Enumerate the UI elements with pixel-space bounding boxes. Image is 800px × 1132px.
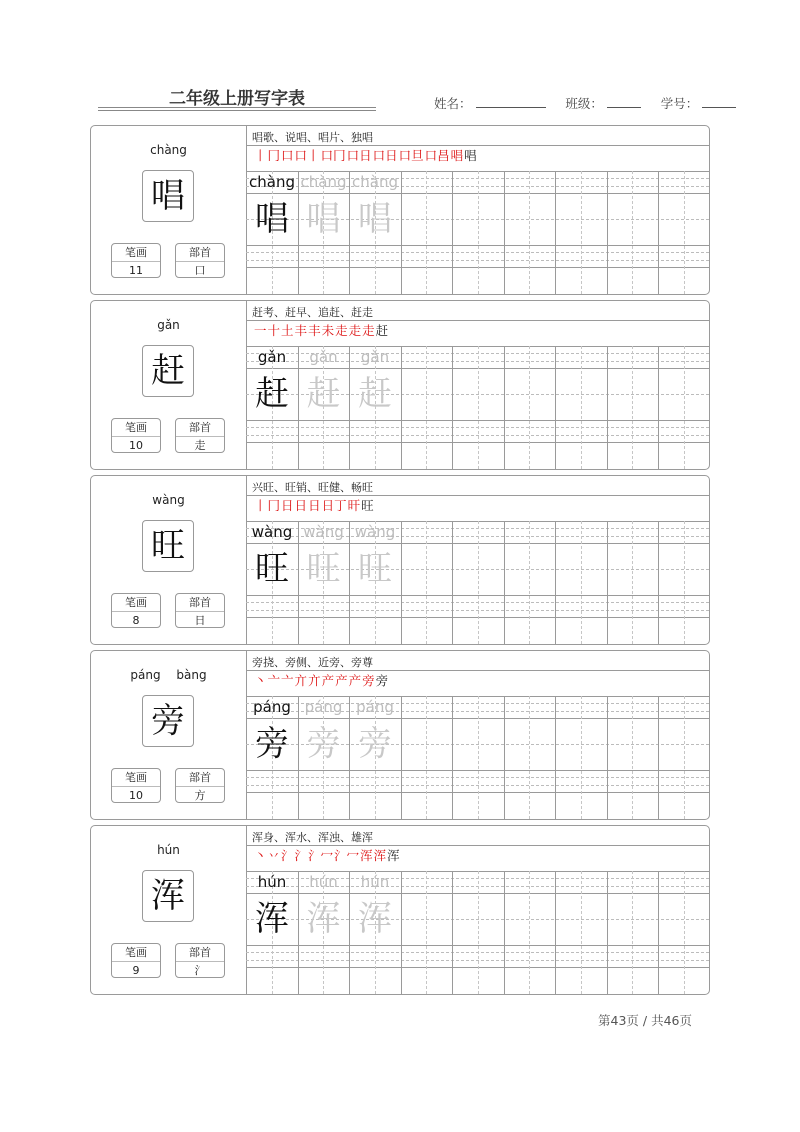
column-midline bbox=[426, 871, 427, 994]
card-hanzi: 唱 bbox=[142, 170, 194, 222]
stroke-step: 旁 bbox=[362, 673, 375, 688]
column-line bbox=[504, 521, 505, 644]
column-line bbox=[504, 346, 505, 469]
column-line bbox=[452, 521, 453, 644]
stroke-step: 口丨 bbox=[294, 148, 320, 163]
trace-character: 旁 bbox=[306, 724, 341, 764]
column-midline bbox=[478, 171, 479, 294]
column-line bbox=[658, 346, 659, 469]
column-line bbox=[658, 171, 659, 294]
stroke-step: 丶 bbox=[254, 673, 267, 688]
column-line bbox=[504, 171, 505, 294]
trace-pinyin: wàng bbox=[303, 523, 344, 541]
column-line bbox=[452, 346, 453, 469]
trace-pinyin: hún bbox=[309, 873, 338, 891]
model-character: 浑 bbox=[255, 899, 289, 939]
radical-value: 走 bbox=[194, 439, 206, 452]
practice-panel bbox=[246, 301, 709, 469]
example-words: 兴旺、旺销、旺健、畅旺 bbox=[252, 481, 373, 494]
card-hanzi: 赶 bbox=[142, 345, 194, 397]
stroke-count-value: 10 bbox=[129, 439, 143, 452]
character-info-panel bbox=[91, 476, 247, 644]
card-pinyin: páng bàng bbox=[130, 668, 207, 682]
card-pinyin: gǎn bbox=[157, 318, 180, 332]
stroke-step: 走 bbox=[348, 323, 362, 338]
radical-box bbox=[175, 593, 225, 628]
page-number: 第43页 / 共46页 bbox=[598, 1013, 692, 1028]
model-character: 旺 bbox=[255, 549, 289, 589]
radical-value: 日 bbox=[194, 614, 206, 627]
worksheet-title: 二年级上册写字表 bbox=[169, 89, 305, 109]
stroke-step: 产 bbox=[335, 673, 348, 688]
name-label: 姓名： bbox=[434, 96, 472, 111]
stroke-count-label: 笔画 bbox=[112, 419, 160, 437]
model-pinyin: hún bbox=[257, 873, 287, 891]
character-info-panel bbox=[91, 651, 247, 819]
column-midline bbox=[632, 521, 633, 644]
stroke-step: 氵冖 bbox=[308, 848, 334, 863]
radical-box bbox=[175, 943, 225, 978]
stroke-count-box bbox=[111, 943, 161, 978]
model-character: 旁 bbox=[255, 724, 289, 764]
column-midline bbox=[529, 696, 530, 819]
trace-pinyin: hún bbox=[360, 873, 390, 891]
stroke-count-value: 9 bbox=[132, 964, 140, 977]
stroke-step: 旰 bbox=[347, 498, 361, 513]
column-line bbox=[555, 171, 556, 294]
column-midline bbox=[426, 346, 427, 469]
trace-character: 旁 bbox=[358, 724, 392, 764]
column-midline bbox=[632, 696, 633, 819]
stroke-step: 走 bbox=[335, 323, 348, 338]
column-line bbox=[452, 696, 453, 819]
column-midline bbox=[478, 696, 479, 819]
title-underline bbox=[98, 107, 376, 108]
stroke-step: 旁 bbox=[375, 673, 389, 688]
stroke-step: 产 bbox=[321, 673, 335, 688]
character-card bbox=[90, 650, 710, 820]
stroke-step: 丶 bbox=[254, 848, 267, 863]
column-line bbox=[452, 171, 453, 294]
column-midline bbox=[529, 171, 530, 294]
stroke-step: 丨 bbox=[254, 148, 267, 163]
character-info-panel bbox=[91, 126, 247, 294]
stroke-step: 浑 bbox=[373, 848, 387, 863]
model-character: 唱 bbox=[255, 199, 289, 239]
card-hanzi: 旺 bbox=[142, 520, 194, 572]
stroke-step: 氵 bbox=[281, 848, 294, 863]
stroke-step: 走 bbox=[362, 323, 375, 338]
stroke-step: 口 bbox=[281, 148, 294, 163]
stroke-step: 丷 bbox=[267, 848, 281, 863]
card-pinyin: hún bbox=[157, 843, 180, 857]
stroke-step: 冂 bbox=[267, 498, 281, 513]
column-midline bbox=[529, 346, 530, 469]
card-hanzi: 浑 bbox=[142, 870, 194, 922]
column-midline bbox=[426, 696, 427, 819]
column-midline bbox=[426, 521, 427, 644]
column-midline bbox=[632, 871, 633, 994]
trace-character: 赶 bbox=[358, 374, 392, 414]
stroke-step: 十 bbox=[267, 323, 281, 338]
stroke-order bbox=[254, 671, 389, 693]
column-line bbox=[504, 871, 505, 994]
column-line bbox=[607, 346, 608, 469]
stroke-step: 口昌 bbox=[424, 148, 450, 163]
trace-character: 赶 bbox=[306, 374, 341, 414]
stroke-step: 日 bbox=[281, 498, 294, 513]
trace-pinyin: wàng bbox=[354, 523, 396, 541]
column-midline bbox=[426, 171, 427, 294]
stroke-step: 旺 bbox=[361, 498, 374, 513]
number-field[interactable] bbox=[702, 95, 736, 108]
column-midline bbox=[684, 696, 685, 819]
trace-pinyin: chàng bbox=[300, 173, 347, 191]
stroke-order bbox=[254, 321, 389, 343]
column-line bbox=[607, 696, 608, 819]
stroke-count-label: 笔画 bbox=[112, 594, 160, 612]
practice-panel bbox=[246, 826, 709, 994]
radical-label: 部首 bbox=[176, 594, 224, 612]
model-character: 赶 bbox=[255, 374, 289, 414]
column-midline bbox=[529, 521, 530, 644]
stroke-step: 丨 bbox=[254, 498, 267, 513]
stroke-step: 产 bbox=[348, 673, 362, 688]
stroke-step: 冂 bbox=[267, 148, 281, 163]
model-pinyin: páng bbox=[253, 698, 291, 716]
model-pinyin: gǎn bbox=[257, 348, 287, 366]
stroke-step: 口冂 bbox=[320, 148, 346, 163]
trace-pinyin: gǎn bbox=[309, 348, 338, 366]
stroke-step: 口日 bbox=[372, 148, 398, 163]
trace-pinyin: páng bbox=[356, 698, 394, 716]
name-field[interactable] bbox=[476, 95, 546, 108]
stroke-step: 浑 bbox=[360, 848, 373, 863]
stroke-step: 亣 bbox=[308, 673, 321, 688]
stroke-count-box bbox=[111, 243, 161, 278]
radical-label: 部首 bbox=[176, 244, 224, 262]
column-line bbox=[555, 696, 556, 819]
radical-box bbox=[175, 418, 225, 453]
character-card bbox=[90, 825, 710, 995]
column-midline bbox=[684, 871, 685, 994]
radical-box bbox=[175, 768, 225, 803]
stroke-step: 亠 bbox=[281, 673, 294, 688]
column-line bbox=[658, 521, 659, 644]
stroke-step: 土 bbox=[281, 323, 294, 338]
column-midline bbox=[581, 696, 582, 819]
trace-character: 浑 bbox=[358, 899, 392, 939]
stroke-count-label: 笔画 bbox=[112, 944, 160, 962]
stroke-count-value: 11 bbox=[129, 264, 143, 277]
stroke-step: 口旦 bbox=[398, 148, 424, 163]
column-line bbox=[555, 346, 556, 469]
radical-label: 部首 bbox=[176, 769, 224, 787]
trace-pinyin: gǎn bbox=[360, 348, 390, 366]
student-info bbox=[434, 94, 736, 112]
character-info-panel bbox=[91, 301, 247, 469]
card-hanzi: 旁 bbox=[142, 695, 194, 747]
stroke-step: 氵 bbox=[294, 848, 308, 863]
example-words: 旁挠、旁侧、近旁、旁尊 bbox=[252, 656, 373, 669]
stroke-count-value: 8 bbox=[132, 614, 140, 627]
model-pinyin: wàng bbox=[251, 523, 293, 541]
class-field[interactable] bbox=[607, 95, 641, 108]
trace-character: 唱 bbox=[306, 199, 341, 239]
column-midline bbox=[478, 346, 479, 469]
column-line bbox=[607, 171, 608, 294]
number-label: 学号： bbox=[660, 96, 699, 111]
column-midline bbox=[529, 871, 530, 994]
stroke-step: 未 bbox=[321, 323, 335, 338]
trace-pinyin: páng bbox=[304, 698, 343, 716]
stroke-step: 日丁 bbox=[321, 498, 347, 513]
column-midline bbox=[581, 171, 582, 294]
character-info-panel bbox=[91, 826, 247, 994]
character-card bbox=[90, 300, 710, 470]
column-midline bbox=[478, 871, 479, 994]
column-line bbox=[452, 871, 453, 994]
stroke-step: 亣 bbox=[294, 673, 308, 688]
column-midline bbox=[581, 871, 582, 994]
class-label: 班级： bbox=[565, 96, 603, 111]
radical-label: 部首 bbox=[176, 419, 224, 437]
column-line bbox=[658, 696, 659, 819]
stroke-count-box bbox=[111, 593, 161, 628]
column-line bbox=[658, 871, 659, 994]
stroke-count-label: 笔画 bbox=[112, 244, 160, 262]
column-midline bbox=[581, 521, 582, 644]
model-pinyin: chàng bbox=[249, 173, 295, 191]
stroke-step: 日 bbox=[294, 498, 308, 513]
practice-panel bbox=[246, 651, 709, 819]
stroke-step: 浑 bbox=[387, 848, 400, 863]
column-midline bbox=[632, 171, 633, 294]
example-words: 赶考、赶早、追赶、赶走 bbox=[252, 306, 373, 319]
stroke-step: 唱 bbox=[464, 148, 477, 163]
trace-pinyin: chàng bbox=[352, 173, 398, 191]
stroke-order bbox=[254, 846, 401, 868]
stroke-step: 日 bbox=[308, 498, 321, 513]
character-card bbox=[90, 475, 710, 645]
practice-panel bbox=[246, 126, 709, 294]
stroke-order bbox=[254, 496, 375, 518]
radical-value: 口 bbox=[194, 264, 206, 277]
column-line bbox=[607, 871, 608, 994]
stroke-step: 口日 bbox=[346, 148, 372, 163]
stroke-step: 唱 bbox=[450, 148, 464, 163]
column-line bbox=[607, 521, 608, 644]
stroke-count-label: 笔画 bbox=[112, 769, 160, 787]
example-words: 浑身、浑水、浑浊、雄浑 bbox=[252, 831, 373, 844]
column-midline bbox=[581, 346, 582, 469]
stroke-count-box bbox=[111, 418, 161, 453]
stroke-step: 亠 bbox=[267, 673, 281, 688]
practice-panel bbox=[246, 476, 709, 644]
stroke-order bbox=[254, 146, 478, 168]
stroke-step: 氵冖 bbox=[334, 848, 360, 863]
column-line bbox=[504, 696, 505, 819]
trace-character: 旺 bbox=[358, 549, 392, 589]
column-line bbox=[555, 871, 556, 994]
stroke-step: 丰 bbox=[308, 323, 321, 338]
column-midline bbox=[478, 521, 479, 644]
example-words: 唱歌、说唱、唱片、独唱 bbox=[252, 131, 373, 144]
character-card bbox=[90, 125, 710, 295]
stroke-step: 丰 bbox=[294, 323, 308, 338]
column-line bbox=[555, 521, 556, 644]
stroke-step: 赶 bbox=[375, 323, 389, 338]
column-midline bbox=[632, 346, 633, 469]
trace-character: 浑 bbox=[306, 899, 341, 939]
radical-value: 方 bbox=[194, 789, 206, 802]
radical-box bbox=[175, 243, 225, 278]
column-midline bbox=[684, 171, 685, 294]
card-pinyin: chàng bbox=[150, 143, 187, 157]
trace-character: 唱 bbox=[358, 199, 392, 239]
radical-label: 部首 bbox=[176, 944, 224, 962]
stroke-step: 一 bbox=[254, 323, 267, 338]
column-midline bbox=[684, 346, 685, 469]
radical-value: 氵 bbox=[194, 964, 206, 977]
stroke-count-value: 10 bbox=[129, 789, 143, 802]
title-underline-2 bbox=[98, 110, 376, 111]
card-pinyin: wàng bbox=[152, 493, 185, 507]
column-midline bbox=[684, 521, 685, 644]
stroke-count-box bbox=[111, 768, 161, 803]
trace-character: 旺 bbox=[306, 549, 341, 589]
